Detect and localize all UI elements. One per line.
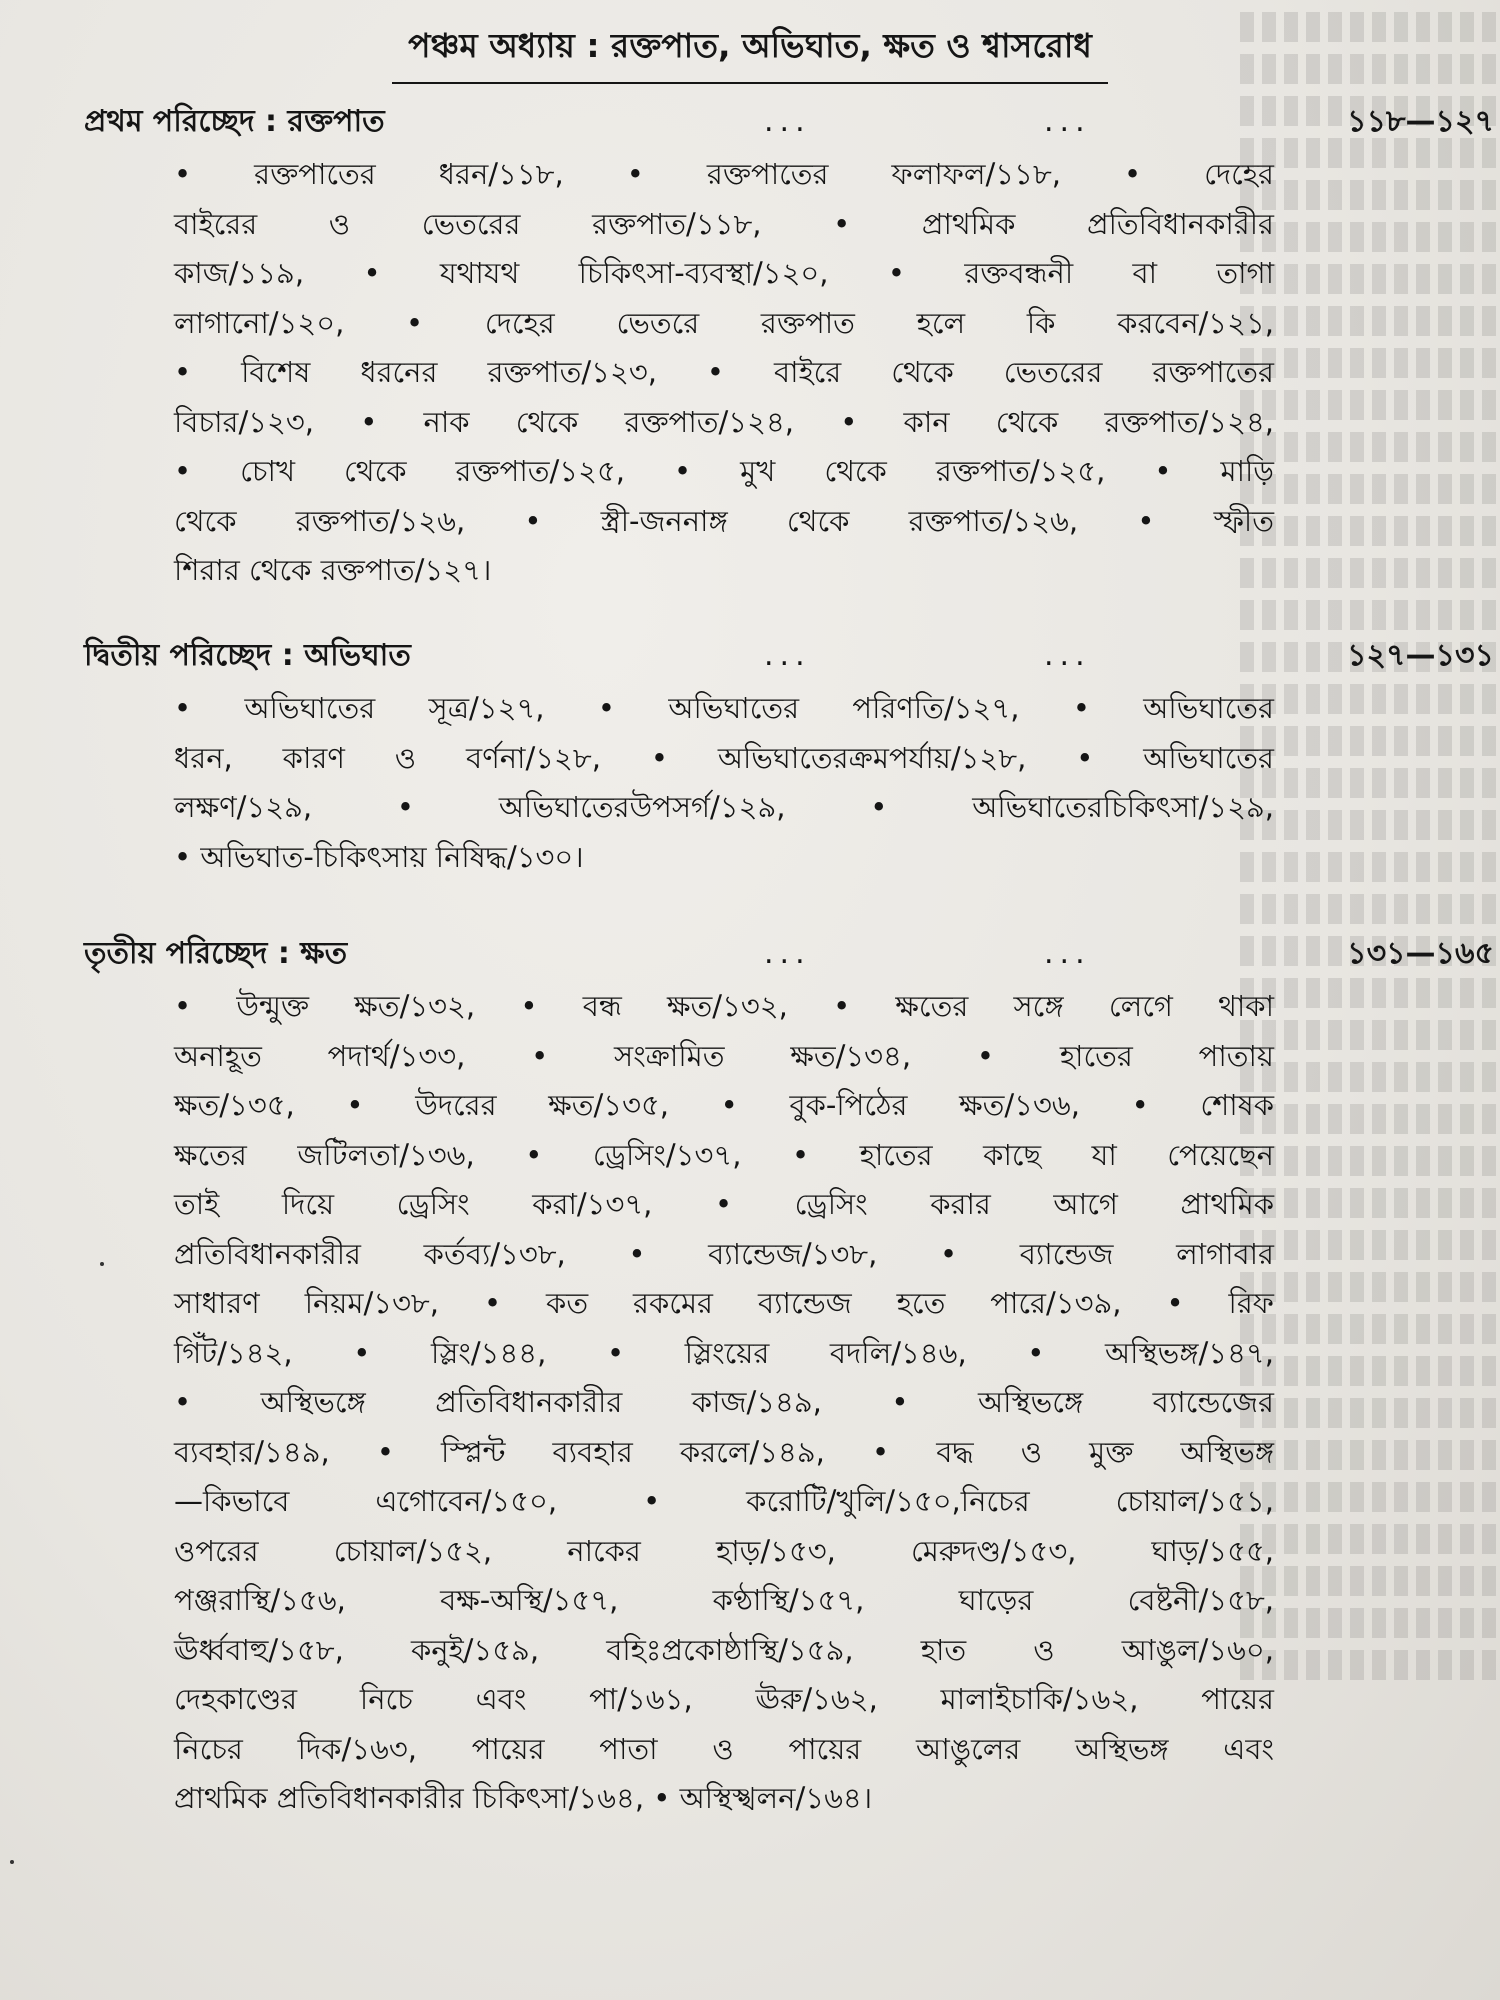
section-1-heading: প্রথম পরিচ্ছেদ : রক্তপাত (84, 104, 385, 139)
chapter-title (0, 20, 1500, 84)
section-3-line: ওপরের চোয়াল/১৫২, নাকের হাড়/১৫৩, মেরুদণ্ড/১৫৩, ঘাড়/১৫৫, (174, 1533, 1274, 1568)
section-2-line: • অভিঘাত-চিকিৎসায় নিষিদ্ধ/১৩০। (174, 839, 584, 874)
section-3-line: তাই দিয়ে ড্রেসিং করা/১৩৭, • ড্রেসিং করার আগে প্রাথমিক (174, 1187, 1274, 1221)
section-1-line: • বিশেষ ধরনের রক্তপাত/১২৩, • বাইরে থেকে ভেতরের রক্তপাতের (174, 355, 1274, 389)
section-1-leader-dots: ... (764, 104, 811, 139)
section-3-line: ক্ষতের জটিলতা/১৩৬, • ড্রেসিং/১৩৭, • হাতের কাছে যা পেয়েছেন (174, 1137, 1274, 1172)
paper-speck (100, 1262, 104, 1266)
section-3 (84, 926, 1494, 1824)
section-3-body (174, 982, 1274, 1824)
section-3-line: নিচের দিক/১৬৩, পায়ের পাতা ও পায়ের আঙুলের অস্থিভঙ্গ এবং (174, 1731, 1274, 1766)
section-1-line: শিরার থেকে রক্তপাত/১২৭। (174, 553, 492, 587)
section-1-line: • রক্তপাতের ধরন/১১৮, • রক্তপাতের ফলাফল/১১৮, • দেহের (174, 157, 1274, 191)
section-3-line: ক্ষত/১৩৫, • উদরের ক্ষত/১৩৫, • বুক-পিঠের ক্ষত/১৩৬, • শোষক (174, 1088, 1274, 1122)
section-1-heading-row (84, 94, 1494, 150)
section-2-body (174, 684, 1274, 882)
section-1-line: লাগানো/১২০, • দেহের ভেতরে রক্তপাত হলে কি করবেন/১২১, (174, 305, 1274, 340)
section-2-line: • অভিঘাতের সূত্র/১২৭, • অভিঘাতের পরিণতি/১২৭, • অভিঘাতের (174, 691, 1274, 725)
section-2-line: ধরন, কারণ ও বর্ণনা/১২৮, • অভিঘাতেরক্রমপর্যায়/১২৮, • অভিঘাতের (174, 740, 1274, 775)
section-1 (84, 94, 1494, 596)
section-2-heading-row (84, 628, 1494, 684)
section-3-line: প্রাথমিক প্রতিবিধানকারীর চিকিৎসা/১৬৪, • অস্থিস্খলন/১৬৪। (174, 1781, 873, 1815)
section-2-page-range: ১২৭—১৩১ (1347, 638, 1494, 673)
section-3-line: ব্যবহার/১৪৯, • স্প্লিন্ট ব্যবহার করলে/১৪৯, • বদ্ধ ও মুক্ত অস্থিভঙ্গ (174, 1434, 1274, 1469)
section-1-line: থেকে রক্তপাত/১২৬, • স্ত্রী-জননাঙ্গ থেকে রক্তপাত/১২৬, • স্ফীত (174, 503, 1274, 538)
paper-speck (10, 1860, 14, 1864)
section-3-line: প্রতিবিধানকারীর কর্তব্য/১৩৮, • ব্যান্ডেজ/১৩৮, • ব্যান্ডেজ লাগাবার (174, 1236, 1274, 1271)
section-3-line: • অস্থিভঙ্গে প্রতিবিধানকারীর কাজ/১৪৯, • অস্থিভঙ্গে ব্যান্ডেজের (174, 1385, 1274, 1419)
section-3-heading: তৃতীয় পরিচ্ছেদ : ক্ষত (84, 936, 348, 971)
section-2-leader-dots-2: ... (1044, 638, 1091, 673)
chapter-title-text: পঞ্চম অধ্যায় : রক্তপাত, অভিঘাত, ক্ষত ও শ্বাসরোধ (392, 20, 1108, 84)
section-1-body (174, 150, 1274, 596)
section-1-line: বিচার/১২৩, • নাক থেকে রক্তপাত/১২৪, • কান থেকে রক্তপাত/১২৪, (174, 404, 1274, 439)
section-3-line: পঞ্জরাস্থি/১৫৬, বক্ষ-অস্থি/১৫৭, কণ্ঠাস্থি/১৫৭, ঘাড়ের বেষ্টনী/১৫৮, (174, 1583, 1274, 1617)
section-1-leader-dots-2: ... (1044, 104, 1091, 139)
section-3-line: সাধারণ নিয়ম/১৩৮, • কত রকমের ব্যান্ডেজ হতে পারে/১৩৯, • রিফ (174, 1286, 1274, 1320)
section-3-line: অনাহূত পদার্থ/১৩৩, • সংক্রামিত ক্ষত/১৩৪, • হাতের পাতায় (174, 1038, 1274, 1073)
section-3-leader-dots-2: ... (1044, 936, 1091, 971)
section-3-leader-dots: ... (764, 936, 811, 971)
section-1-page-range: ১১৮—১২৭ (1347, 104, 1494, 139)
section-2-line: লক্ষণ/১২৯, • অভিঘাতেরউপসর্গ/১২৯, • অভিঘাতেরচিকিৎসা/১২৯, (174, 790, 1274, 824)
section-1-line: কাজ/১১৯, • যথাযথ চিকিৎসা-ব্যবস্থা/১২০, • রক্তবন্ধনী বা তাগা (174, 256, 1274, 290)
section-1-line: • চোখ থেকে রক্তপাত/১২৫, • মুখ থেকে রক্তপাত/১২৫, • মাড়ি (174, 454, 1274, 488)
section-3-line: দেহকাণ্ডের নিচে এবং পা/১৬১, ঊরু/১৬২, মালাইচাকি/১৬২, পায়ের (174, 1682, 1274, 1716)
section-3-line: ঊর্ধ্ববাহু/১৫৮, কনুই/১৫৯, বহিঃপ্রকোষ্ঠাস্থি/১৫৯, হাত ও আঙুল/১৬০, (174, 1632, 1274, 1667)
section-1-line: বাইরের ও ভেতরের রক্তপাত/১১৮, • প্রাথমিক প্রতিবিধানকারীর (174, 206, 1274, 241)
section-3-line: —কিভাবে এগোবেন/১৫০, • করোটি/খুলি/১৫০,নিচের চোয়াল/১৫১, (174, 1484, 1274, 1518)
section-3-page-range: ১৩১—১৬৫ (1347, 936, 1494, 971)
section-3-line: গিঁট/১৪২, • স্লিং/১৪৪, • স্লিংয়ের বদলি/১৪৬, • অস্থিভঙ্গ/১৪৭, (174, 1335, 1274, 1370)
section-2-leader-dots: ... (764, 638, 811, 673)
section-2 (84, 628, 1494, 882)
section-3-line: • উন্মুক্ত ক্ষত/১৩২, • বন্ধ ক্ষত/১৩২, • ক্ষতের সঙ্গে লেগে থাকা (174, 989, 1274, 1023)
section-3-heading-row (84, 926, 1494, 982)
section-2-heading: দ্বিতীয় পরিচ্ছেদ : অভিঘাত (84, 638, 411, 673)
